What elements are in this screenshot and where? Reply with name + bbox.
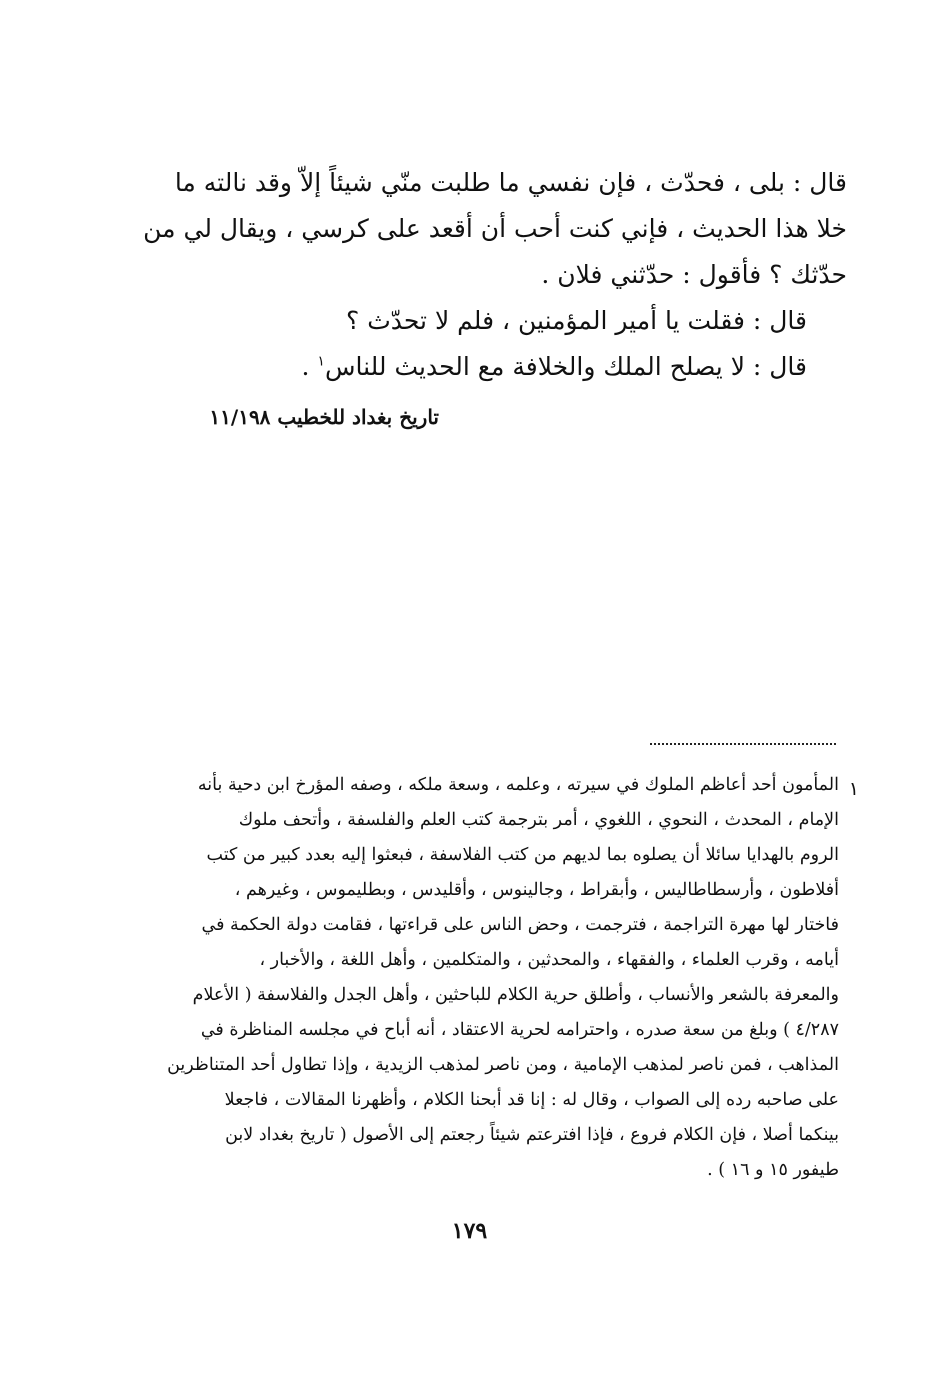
source-citation: تاريخ بغداد للخطيب ١١/١٩٨ (209, 405, 439, 429)
footnote-line: طيفور ١٥ و ١٦ ) . (707, 1160, 839, 1180)
main-text-line: حدّثك ؟ فأقول : حدّثني فلان . (541, 260, 847, 289)
footnote-reference: ١ (317, 353, 325, 370)
main-text-block (143, 160, 847, 390)
footnote-line: أفلاطون ، وأرسطاطاليس ، وأبقراط ، وجالينوس ، وأقليدس ، وبطليموس ، وغيرهم ، (234, 880, 839, 900)
footnote-line: الروم بالهدايا سائلا أن يصلوه بما لديهم من كتب الفلاسفة ، فبعثوا إليه بعدد كبير من كتب (206, 845, 839, 865)
footnote-line: على صاحبه رده إلى الصواب ، وقال له : إنا قد أبحنا الكلام ، وأظهرنا المقالات ، فاجعلا (224, 1090, 839, 1110)
footnote-line: والمعرفة بالشعر والأنساب ، وأطلق حرية الكلام للباحثين ، وأهل الجدل والفلاسفة ( الأعلام (192, 985, 839, 1005)
main-text-span: قال : لا يصلح الملك والخلافة مع الحديث للناس (324, 352, 807, 381)
footnote-line: أيامه ، وقرب العلماء ، والفقهاء ، والمحدثين ، والمتكلمين ، وأهل اللغة ، والأخبار ، (259, 950, 839, 970)
footnote-line: الإمام ، المحدث ، النحوي ، اللغوي ، أمر بترجمة كتب العلم والفلسفة ، وأتحف ملوك (238, 810, 839, 830)
main-text-line: خلا هذا الحديث ، فإني كنت أحب أن أقعد على كرسي ، ويقال لي من (143, 214, 847, 243)
main-text-line (157, 344, 847, 390)
footnote-line: بينكما أصلا ، فإن الكلام فروع ، فإذا افترعتم شيئاً رجعتم إلى الأصول ( تاريخ بغداد لابن (225, 1125, 839, 1145)
footnote-line: المأمون أحد أعاظم الملوك في سيرته ، وعلمه ، وسعة ملكه ، وصفه المؤرخ ابن دحية بأنه (197, 775, 839, 795)
footnote-marker: ١ (848, 778, 859, 800)
main-text-span: . (301, 352, 318, 381)
footnote-line: ٤/٢٨٧ ) وبلغ من سعة صدره ، واحترامه لحرية الاعتقاد ، أنه أباح في مجلسه المناظرة في (200, 1020, 839, 1040)
footnote-line: فاختار لها مهرة التراجمة ، فترجمت ، وحض الناس على قراءتها ، فقامت دولة الحكمة في (201, 915, 839, 935)
page-number: ١٧٩ (451, 1218, 488, 1244)
main-text-line: قال : فقلت يا أمير المؤمنين ، فلم لا تحدّث ؟ (346, 306, 807, 335)
main-text-line: قال : بلى ، فحدّث ، فإن نفسي ما طلبت منّي شيئاً إلاّ وقد نالته ما (174, 168, 847, 197)
footnote-block (139, 768, 839, 1188)
footnote-line: المذاهب ، فمن ناصر لمذهب الإمامية ، ومن ناصر لمذهب الزيدية ، وإذا تطاول أحد المتناظرين (167, 1055, 839, 1075)
footnote-divider (650, 743, 836, 745)
